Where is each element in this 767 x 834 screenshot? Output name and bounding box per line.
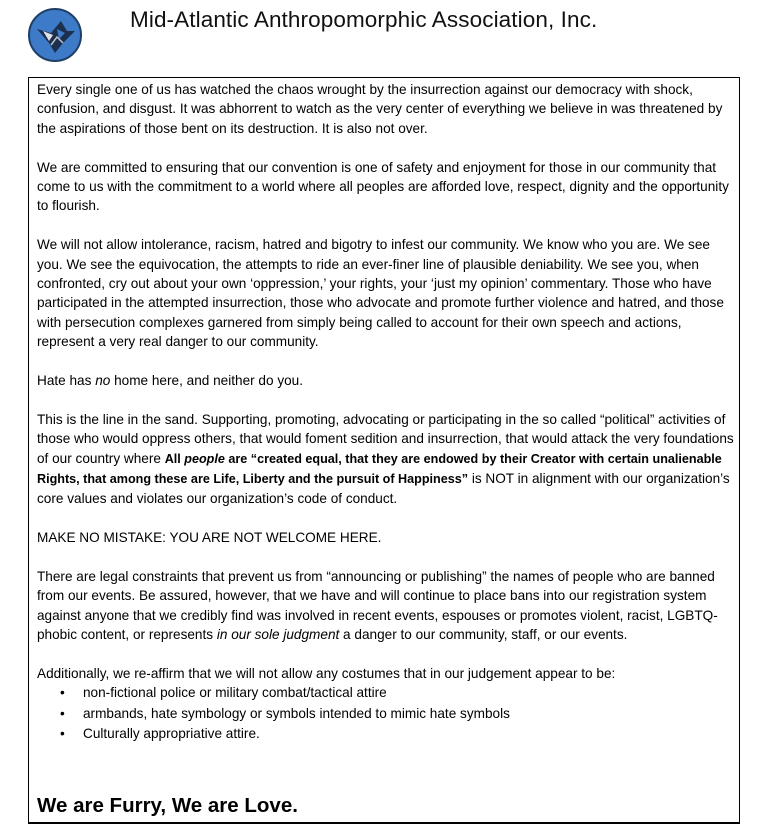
bullet-icon: •: [60, 685, 65, 701]
paragraph-line-in-sand: [37, 410, 735, 509]
paragraph-insurrection: Every single one of us has watched the chaos wrought by the insurrection against our democracy with shock, confusion, and disgust. It was abhorrent to watch as the very center of everything we believe in was threatened by the aspirations of those bent on its destruction. It is also not over.: [37, 82, 723, 136]
letterhead: [0, 0, 767, 70]
organization-title: Mid-Atlantic Anthropomorphic Association, Inc.: [130, 7, 598, 32]
statement-body: [37, 80, 735, 745]
declaration-quote: are “created equal, that they are endowed by their Creator with certain unalienable Rights, that among these are Life, Liberty and the pursuit of Happiness”: [37, 451, 722, 487]
paragraph-no-home: [37, 371, 735, 390]
quote-bold-italic: people: [184, 451, 225, 466]
list-item-text: non-fictional police or military combat/tactical attire: [83, 685, 387, 701]
text-fragment: This is the line in the sand. Supporting, promoting, advocating or participating in the so called “political” activities of those who would oppress others, that would foment sedition and insurrection, that would attack the very foundations of our country where: [37, 411, 734, 466]
paragraph-not-welcome: MAKE NO MISTAKE: YOU ARE NOT WELCOME HERE.: [37, 530, 382, 546]
paragraph-commitment: We are committed to ensuring that our convention is one of safety and enjoyment for those in our community that come to us with the commitment to a world where all peoples are afforded love, respect, dignity and the opportunity to flourish.: [37, 159, 729, 214]
text-fragment: Hate has: [37, 373, 96, 389]
text-fragment: home here, and neither do you.: [110, 373, 304, 389]
text-fragment: a danger to our community, staff, or our events.: [339, 627, 628, 643]
paragraph-costumes: Additionally, we re-affirm that we will not allow any costumes that in our judgement appear to be:: [37, 666, 616, 682]
closing-slogan: We are Furry, We are Love.: [37, 794, 298, 817]
text-fragment: is NOT in alignment with our organization’s core values and violates our organization’s code of conduct.: [37, 471, 730, 507]
maaa-logo-icon: [27, 7, 83, 63]
list-item-text: Culturally appropriative attire.: [83, 726, 260, 742]
bullet-icon: •: [60, 726, 65, 742]
list-item: [37, 724, 735, 745]
list-item: [37, 704, 735, 725]
emphasis: in our sole judgment: [216, 627, 340, 643]
text-fragment: There are legal constraints that prevent us from “announcing or publishing” the names of people who are banned from our events. Be assured, however, that we have and will continue to place bans into our registration system against anyone that we credibly find was involved in recent events, espouses or promotes violent, racist, LGBTQ-phobic content, or represents: [37, 569, 718, 643]
bullet-icon: •: [60, 705, 65, 721]
costume-list: [37, 683, 735, 745]
list-item-text: armbands, hate symbology or symbols intended to mimic hate symbols: [83, 705, 510, 721]
paragraph-bans: [37, 567, 735, 645]
list-item: [37, 683, 735, 704]
emphasis: no: [95, 373, 111, 389]
divider: [28, 823, 740, 824]
quote-bold: All: [164, 451, 185, 466]
paragraph-intolerance: We will not allow intolerance, racism, hatred and bigotry to infest our community. We know who you are. We see you. We see the equivocation, the attempts to ride an ever-finer line of plausible deniability. We see you, when confronted, cry out about your own ‘oppression,’ your rights, your ‘just my opinion’ commentary. Those who have participated in the attempted insurrection, those who advocate and promote further violence and hatred, and those with persecution complexes garnered from simply being called to account for their own speech and actions, represent a very real danger to our community.: [37, 237, 724, 350]
